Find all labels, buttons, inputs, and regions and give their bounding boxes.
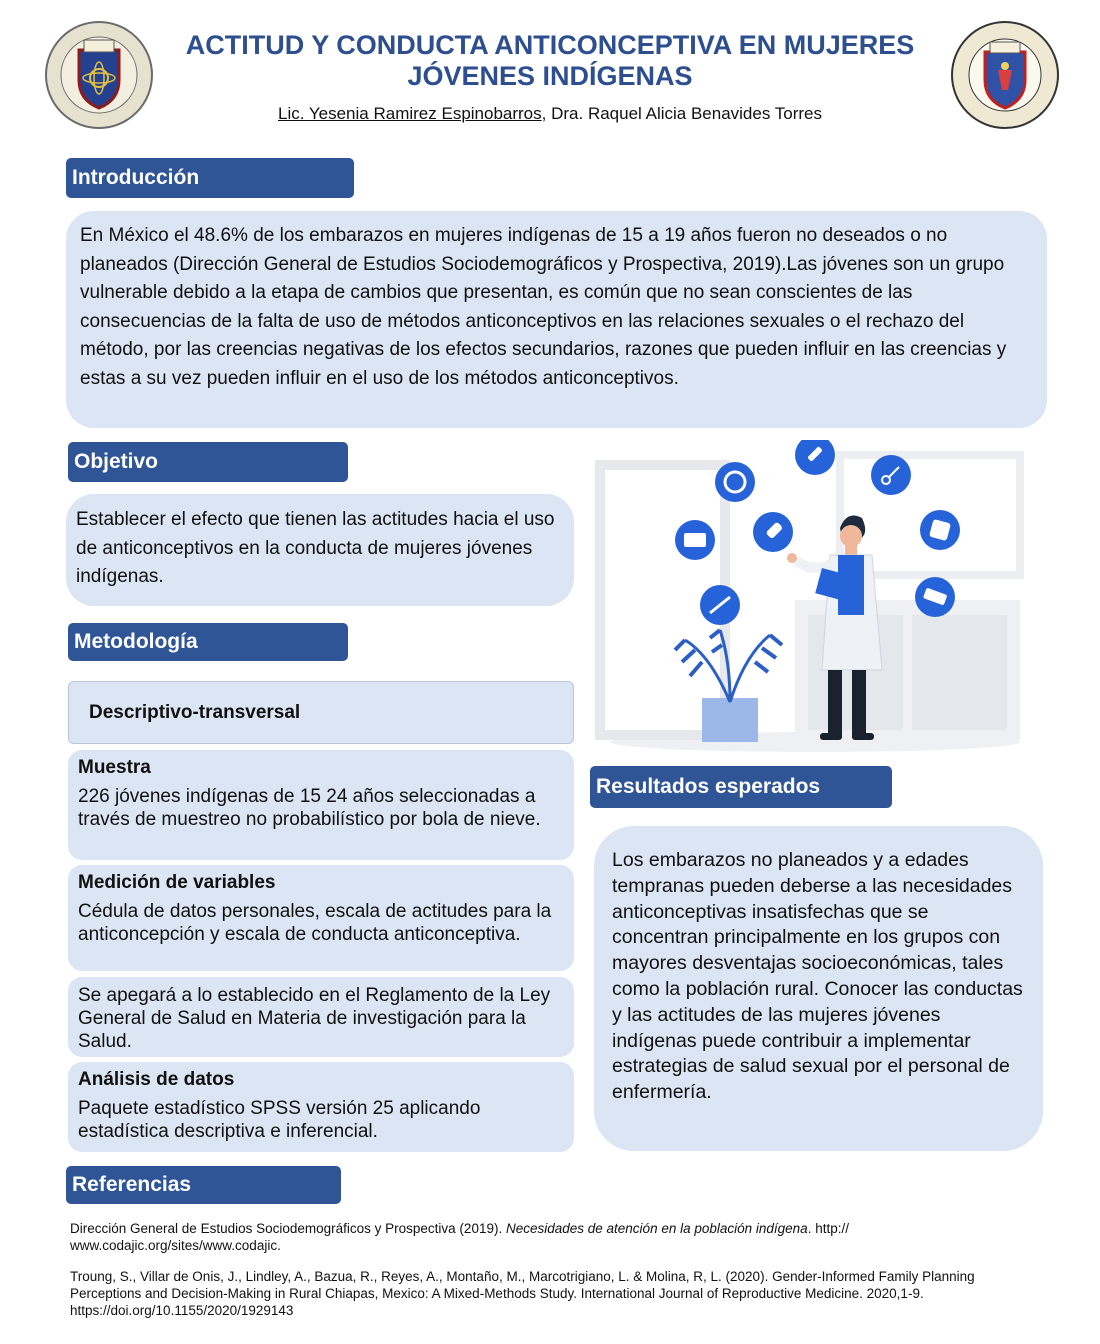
authors [150, 104, 950, 124]
resultados-text: Los embarazos no planeados y a edades tempranas pueden deberse a las necesidades anticonceptivas insatisfechas que se concentran principalmente en los grupos con mayores desventajas socioeconómicas, tales como la población rural. Conocer las conductas y las actitudes de las mujeres jóvenes indígenas puede contribuir a implementar estrategias de salud sexual por el personal de enfermería. [612, 849, 1023, 1104]
uanl-logo [44, 20, 154, 130]
medicion-heading: Medición de variables [78, 872, 276, 893]
author-1: Lic. Yesenia Ramirez Espinobarros [278, 104, 542, 123]
muestra-card [68, 750, 574, 860]
objetivo-heading-text: Objetivo [74, 450, 159, 473]
ref2-text: Troung, S., Villar de Onis, J., Lindley, A., Bazua, R., Reyes, A., Montaño, M., Marcotrigiano, L. & Molina, R, L. (2020). Gender-Informed Family Planning Perceptions and Decision-Making in Rural Chiapas, Mexico: A Mixed-Methods Study. International Journal of Reproductive Medicine. 2020,1-9. https://doi.org/10.1155/2020/1929143 [70, 1269, 975, 1318]
resultados-heading [590, 766, 892, 808]
objetivo-text: Establecer el efecto que tienen las actitudes hacia el uso de anticonceptivos en la conducta de mujeres jóvenes indígenas. [76, 509, 555, 587]
author-separator: , [541, 104, 552, 123]
metodologia-heading-text: Metodología [74, 630, 198, 653]
resultados-box [594, 826, 1043, 1151]
muestra-heading: Muestra [78, 757, 151, 778]
analisis-card [68, 1062, 574, 1152]
objetivo-box [66, 494, 574, 606]
referencias-heading [66, 1166, 341, 1204]
ref1-part-c: . http:// www.codajic.org/sites/www.codajic. [70, 1221, 849, 1253]
resultados-heading-text: Resultados esperados [596, 775, 821, 798]
nurse-illustration [590, 440, 1030, 755]
ref1-part-a: Dirección General de Estudios Sociodemográficos y Prospectiva (2019). [70, 1221, 506, 1236]
analisis-heading: Análisis de datos [78, 1069, 235, 1090]
design-box [68, 681, 574, 744]
analisis-text: Paquete estadístico SPSS versión 25 aplicando estadística descriptiva e inferencial. [78, 1098, 481, 1142]
reference-1 [70, 1220, 1030, 1254]
title-line-1: ACTITUD Y CONDUCTA ANTICONCEPTIVA EN MUJERES [185, 30, 915, 60]
intro-heading-text: Introducción [72, 166, 200, 189]
objetivo-heading [68, 442, 348, 482]
intro-heading [66, 158, 354, 198]
design-text: Descriptivo-transversal [89, 702, 301, 723]
etica-text: Se apegará a lo establecido en el Reglamento de la Ley General de Salud en Materia de investigación para la Salud. [78, 985, 551, 1052]
reference-2 [70, 1268, 1030, 1319]
etica-card [68, 977, 574, 1057]
poster-title [150, 30, 950, 92]
medicion-card [68, 865, 574, 971]
muestra-text: 226 jóvenes indígenas de 15 24 años seleccionadas a través de muestreo no probabilístico por bola de nieve. [78, 786, 541, 830]
referencias-heading-text: Referencias [72, 1173, 192, 1196]
metodologia-heading [68, 623, 348, 661]
facultad-enfermeria-logo [950, 20, 1060, 130]
medicion-text: Cédula de datos personales, escala de actitudes para la anticoncepción y escala de conducta anticonceptiva. [78, 901, 552, 945]
title-line-2: JÓVENES INDÍGENAS [407, 61, 693, 91]
author-2: Dra. Raquel Alicia Benavides Torres [551, 104, 822, 123]
intro-box [66, 211, 1047, 428]
ref1-title: Necesidades de atención en la población indígena [505, 1221, 808, 1236]
intro-text: En México el 48.6% de los embarazos en mujeres indígenas de 15 a 19 años fueron no deseados o no planeados (Dirección General de Estudios Sociodemográficos y Prospectiva, 2019).Las jóvenes son un grupo vulnerable debido a la etapa de cambios que presentan, es común que no sean conscientes de las consecuencias de la falta de uso de métodos anticonceptivos en las relaciones sexuales o el rechazo del método, por las creencias negativas de los efectos secundarios, razones que pueden influir en las creencias y estas a su vez pueden influir en el uso de los métodos anticonceptivos. [80, 225, 1007, 389]
